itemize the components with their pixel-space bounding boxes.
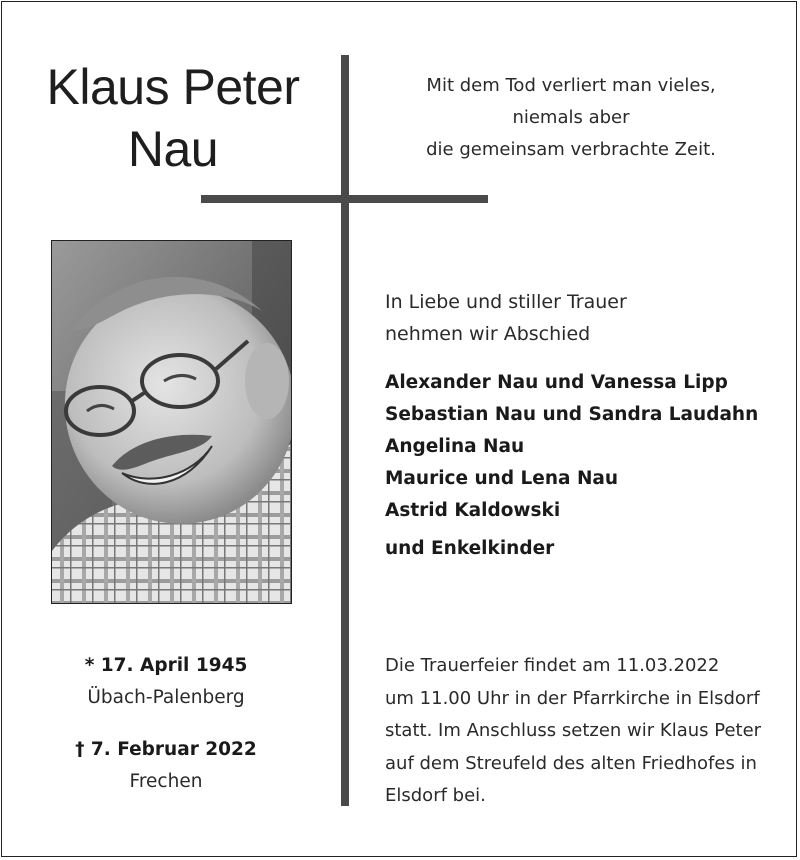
- name-line-2: Nau: [127, 121, 219, 177]
- family-member: Angelina Nau: [385, 436, 525, 457]
- death-place: Frechen: [129, 771, 203, 792]
- birth-date: * 17. April 1945: [84, 655, 248, 676]
- mourning-text: [385, 286, 627, 350]
- birth-place: Übach-Palenberg: [87, 687, 245, 708]
- family-member: Maurice und Lena Nau: [385, 468, 619, 489]
- family-member: Astrid Kaldowski: [385, 500, 561, 521]
- cross-vertical-beam: [341, 55, 349, 806]
- memorial-quote: [385, 70, 757, 166]
- family-member: Alexander Nau und Vanessa Lipp: [385, 372, 728, 393]
- mourning-line: In Liebe und stiller Trauer: [385, 291, 627, 313]
- service-line: Elsdorf bei.: [385, 785, 486, 806]
- service-line: auf dem Streufeld des alten Friedhofes in: [385, 752, 757, 774]
- cross-horizontal-beam: [201, 195, 488, 203]
- portrait-image: [52, 241, 292, 604]
- name-line-1: Klaus Peter: [46, 59, 300, 115]
- death-date: † 7. Februar 2022: [75, 739, 257, 760]
- portrait-photo: [51, 240, 292, 604]
- service-line: statt. Im Anschluss setzen wir Klaus Peter: [385, 720, 762, 741]
- family-extra: und Enkelkinder: [385, 538, 555, 559]
- mourning-line: nehmen wir Abschied: [385, 323, 591, 345]
- quote-line: Mit dem Tod verliert man vieles,: [426, 75, 716, 96]
- quote-line: niemals aber: [512, 107, 630, 128]
- service-line: Die Trauerfeier findet am 11.03.2022: [385, 655, 720, 676]
- family-member: Sebastian Nau und Sandra Laudahn: [385, 404, 759, 425]
- life-dates: [40, 650, 292, 798]
- funeral-service-info: [385, 650, 761, 813]
- service-line: um 11.00 Uhr in der Pfarrkirche in Elsdorf: [385, 687, 760, 709]
- family-list: [385, 367, 758, 565]
- quote-line: die gemeinsam verbrachte Zeit.: [426, 139, 716, 160]
- deceased-name: [20, 56, 326, 180]
